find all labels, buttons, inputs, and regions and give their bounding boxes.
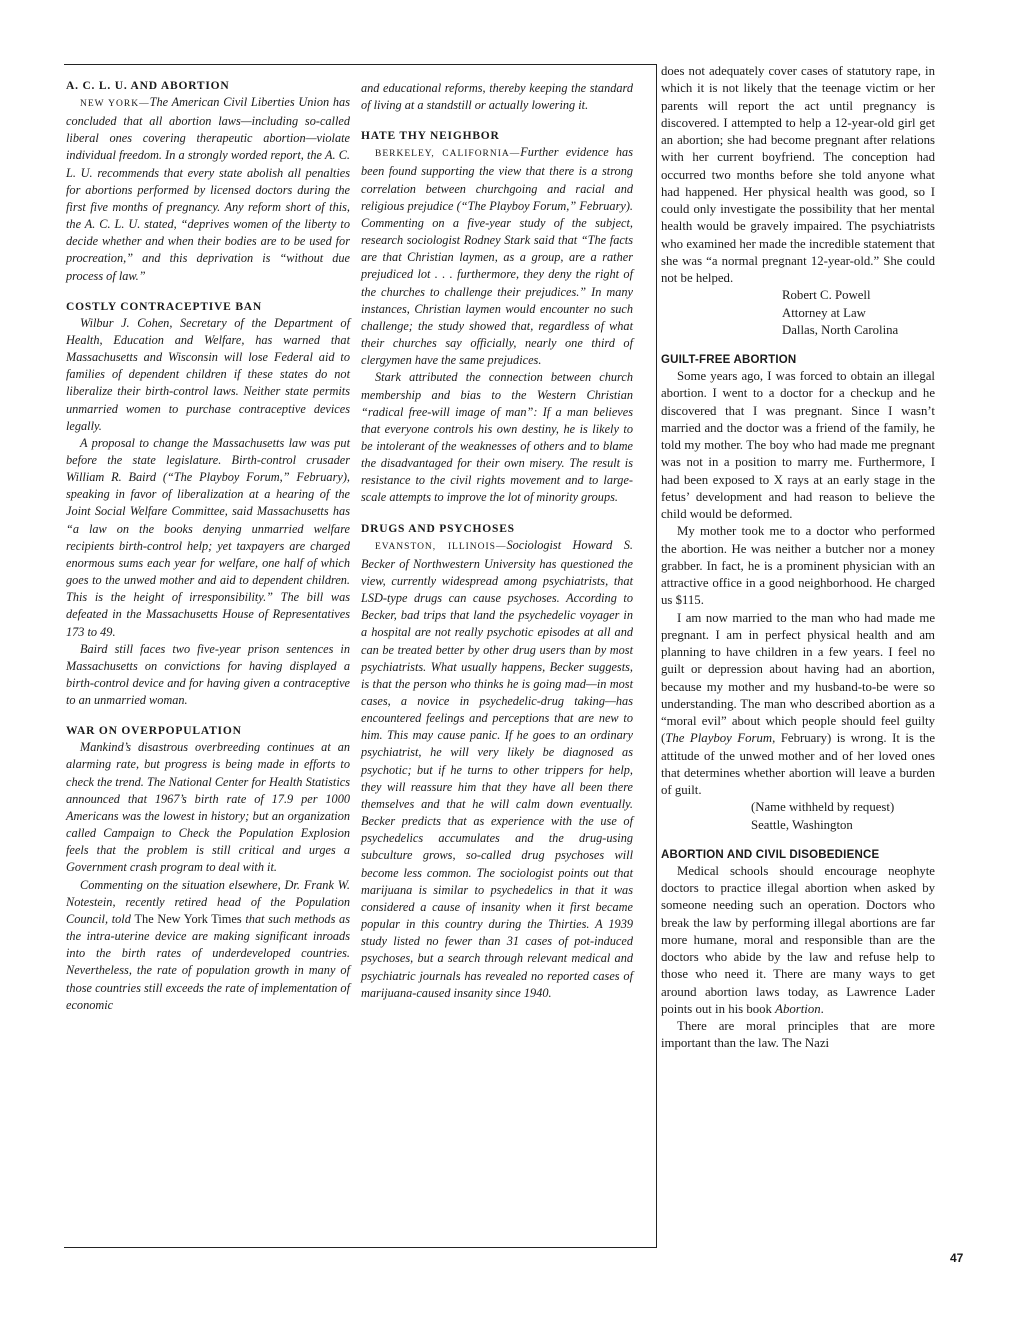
article-paragraph: Baird still faces two five-year prison sentences in Massachusetts on convictions for having displayed a birth-control device and for having given a contraceptive to an unmarried woman. — [66, 641, 350, 708]
paragraph-text: Commenting on the situation elsewhere, Dr. Frank W. Notestein, recently retired head of the Population Council, told — [66, 877, 350, 926]
section-heading: DRUGS AND PSYCHOSES — [361, 522, 515, 535]
paragraph-text: I am now married to the man who had made me pregnant. I am in perfect physical health and am planning to have children in a few years. I feel no guilt or depression about having had an abortion, because my mother and my husband-to-be were so understanding. The man who described abortion as a “moral evil” about which people should feel guilty ( — [661, 610, 935, 746]
letter-paragraph: There are moral principles that are more important than the law. The Nazi — [661, 1019, 935, 1051]
dateline: BERKELEY, CALIFORNIA— — [375, 149, 521, 160]
section-heading: A. C. L. U. AND ABORTION — [66, 80, 230, 92]
letter-paragraph — [661, 863, 935, 1018]
signature-name: (Name withheld by request) — [751, 800, 895, 815]
article-paragraph: Wilbur J. Cohen, Secretary of the Department of Health, Education and Welfare, has warned that Massachusetts and Wisconsin will lose Federal aid to families of dependent children if these states do not liberalize their birth-control laws. Neither state permits unmarried women to purchase contraceptive devices legally. — [66, 315, 350, 433]
article-paragraph — [361, 537, 633, 1002]
letter-paragraph — [661, 610, 935, 800]
page-number: 47 — [950, 1251, 964, 1265]
letter-paragraph: does not adequately cover cases of statutory rape, in which it is not likely that the teenage victim or her parents will report the act until pregnancy is discovered. I attempted to help a 12-year-old girl get an abortion; she had become pregnant after relations with her current boyfriend. The conception had occurred two months before she told anyone what had happened. Her physical health was good, so I could only investigate the possibility that her mental health would be gravely impaired. The psychiatrists who examined her made the incredible statement that she was “a normal pregnant 12-year-old.” She could not be helped. — [661, 64, 935, 285]
section-heading: COSTLY CONTRACEPTIVE BAN — [66, 300, 262, 313]
article-paragraph: Stark attributed the connection between church membership and bias to the Western Christian “radical free-will image of man”: If a man believes that everyone controls his own destiny, he is likely to be intolerant of the weaknesses of others and to blame the disadvantaged for their own misery. The result is resistance to the civil rights movement and to large-scale attempts to improve the lot of minority groups. — [361, 370, 633, 505]
article-paragraph — [66, 94, 350, 285]
paragraph-text: Further evidence has been found supporting the view that there is a strong correlation between churchgoing and racial and religious prejudice (“The Playboy Forum,” February). Commenting on a five-year study of the subject, research sociologist Rodney Stark said that “The facts are that Christian laymen, as a group, are a rather prejudiced lot . . . furthermore, they deny the right of the churches to challenge their prejudices.” In many instances, Christian laymen would encounter no such challenge; the study showed that, regardless of what their churches say officially, nearly one third of clergymen have the same prejudices. — [361, 145, 633, 368]
signature-title: Attorney at Law — [782, 305, 866, 320]
book-title: Abortion — [775, 1001, 821, 1016]
section-heading: GUILT-FREE ABORTION — [661, 354, 797, 366]
publication-name: The New York Times — [134, 911, 242, 926]
article-paragraph: and educational reforms, thereby keeping the standard of living at a standstill or actually lowering it. — [361, 81, 633, 113]
section-heading: ABORTION AND CIVIL DISOBEDIENCE — [661, 848, 880, 861]
article-paragraph — [66, 877, 350, 1014]
article-paragraph: A proposal to change the Massachusetts law was put before the state legislature. Birth-control crusader William R. Baird (“The Playboy Forum,” February), speaking in favor of liberalization at a hearing of the Joint Social Welfare Committee, said Massachusetts has “a law on the books denying unmarried welfare recipients birth-control help; yet taxpayers are charged enormous sums each year for welfare, one half of which goes to the unwed mother and aid to dependent children. This is the height of irresponsibility.” The bill was defeated in the Massachusetts House of Representatives 173 to 49. — [66, 435, 350, 639]
column-2 — [361, 80, 633, 1002]
letter-paragraph: Some years ago, I was forced to obtain an illegal abortion. I went to a doctor for a checkup and he discovered that I was pregnant. Since I wasn’t married and the doctor was a friend of the family, he told my mother. The boy who had made me pregnant was not in a position to marry me. Furthermore, I had been exposed to X rays at an early stage in the fetus’ development and had reason to believe the child would be deformed. — [661, 369, 935, 521]
paragraph-text: The American Civil Liberties Union has concluded that all abortion laws—including so-called liberal ones covering therapeutic abortion—violate individual freedom. In a strongly worded report, the A. C. L. U. recommends that every state abolish all penalties for abortions performed by licensed doctors during the first five months of pregnancy. Any reform short of this, the A. C. L. U. stated, “deprives women of the liberty to decide whether and when their bodies are to be used for procreation,” and this deprivation is “without due process of law.” — [66, 95, 350, 283]
section-heading: WAR ON OVERPOPULATION — [66, 725, 242, 738]
article-paragraph: Mankind’s disastrous overbreeding continues at an alarming rate, but progress is being made in efforts to check the trend. The National Center for Health Statistics announced that 1967’s birth rate of 17.9 per 1000 Americans was the lowest in history; but an organization called Campaign to Check the Population Explosion feels that the problem is still critical and urges a Government crash program to deal with it. — [66, 740, 350, 875]
paragraph-text: Sociologist Howard S. Becker of Northwestern University has questioned the view, currently widespread among psychiatrists, that LSD-type drugs can cause psychoses. According to Becker, bad trips that land the psychedelic voyager in a hospital are not really psychotic episodes at all and can be treated better by other drug users than by most psychiatrists. What usually happens, Becker suggests, is that the person who thinks he is going mad—in most cases, a novice in psychedelic-drug taking—has encountered feelings and perceptions that are new to him. This may cause panic. If he goes to an ordinary psychiatrist, he will very likely be diagnosed as psychotic; but if he turns to other trippers for help, they will reassure him that they have all been there themselves and that he will calm down eventually. Becker predicts that as experience with the use of psychedelics accumulates and the drug-using subculture grows, so-called drug psychoses will become less common. The sociologist points out that marijuana is similar to psychedelics in that it was considered a cause of insanity when it first became popular in this country during the Thirties. A 1939 study listed no fewer than 31 cases of pot-induced psychoses, but a search through relevant medical and psychiatric journals has revealed no reported cases of marijuana-caused insanity since 1940. — [361, 537, 633, 1000]
signature-name: Robert C. Powell — [782, 288, 871, 303]
column-1 — [66, 80, 350, 1014]
dateline: NEW YORK— — [80, 99, 150, 109]
paragraph-text: that such methods as the intra-uterine device are making significant inroads into the birth rates of underdeveloped countries. Nevertheless, the rate of population growth in many of those countries still exceeds the rate of implementation of economic — [66, 911, 350, 1012]
section-heading: HATE THY NEIGHBOR — [361, 130, 500, 143]
paragraph-text: Medical schools should encourage neophyte doctors to practice illegal abortion when asked by someone needing such an operation. Doctors who break the law by performing illegal abortions are far more humane, moral and responsible than are the doctors who abide by the law and refuse help to those who need it. There are many ways to get around abortion laws today, as Lawrence Lader points out in his book — [661, 863, 935, 1016]
signature-place: Seattle, Washington — [751, 817, 853, 832]
article-paragraph — [361, 144, 633, 369]
dateline: EVANSTON, ILLINOIS— — [375, 541, 507, 552]
signature-place: Dallas, North Carolina — [782, 322, 899, 337]
column-3 — [661, 63, 935, 1053]
paragraph-text: . — [820, 1001, 824, 1016]
paragraph-text: , February) is wrong. It is the attitude of the unwed mother and of her loved ones that determines whether abortion will leave a burden of guilt. — [661, 731, 935, 797]
publication-name: The Playboy Forum — [665, 731, 773, 746]
letter-paragraph: My mother took me to a doctor who performed the abortion. He was neither a butcher nor a money grabber. In fact, he is a prominent physician with an attractive office in a good neighborhood. He charged us $115. — [661, 524, 935, 608]
